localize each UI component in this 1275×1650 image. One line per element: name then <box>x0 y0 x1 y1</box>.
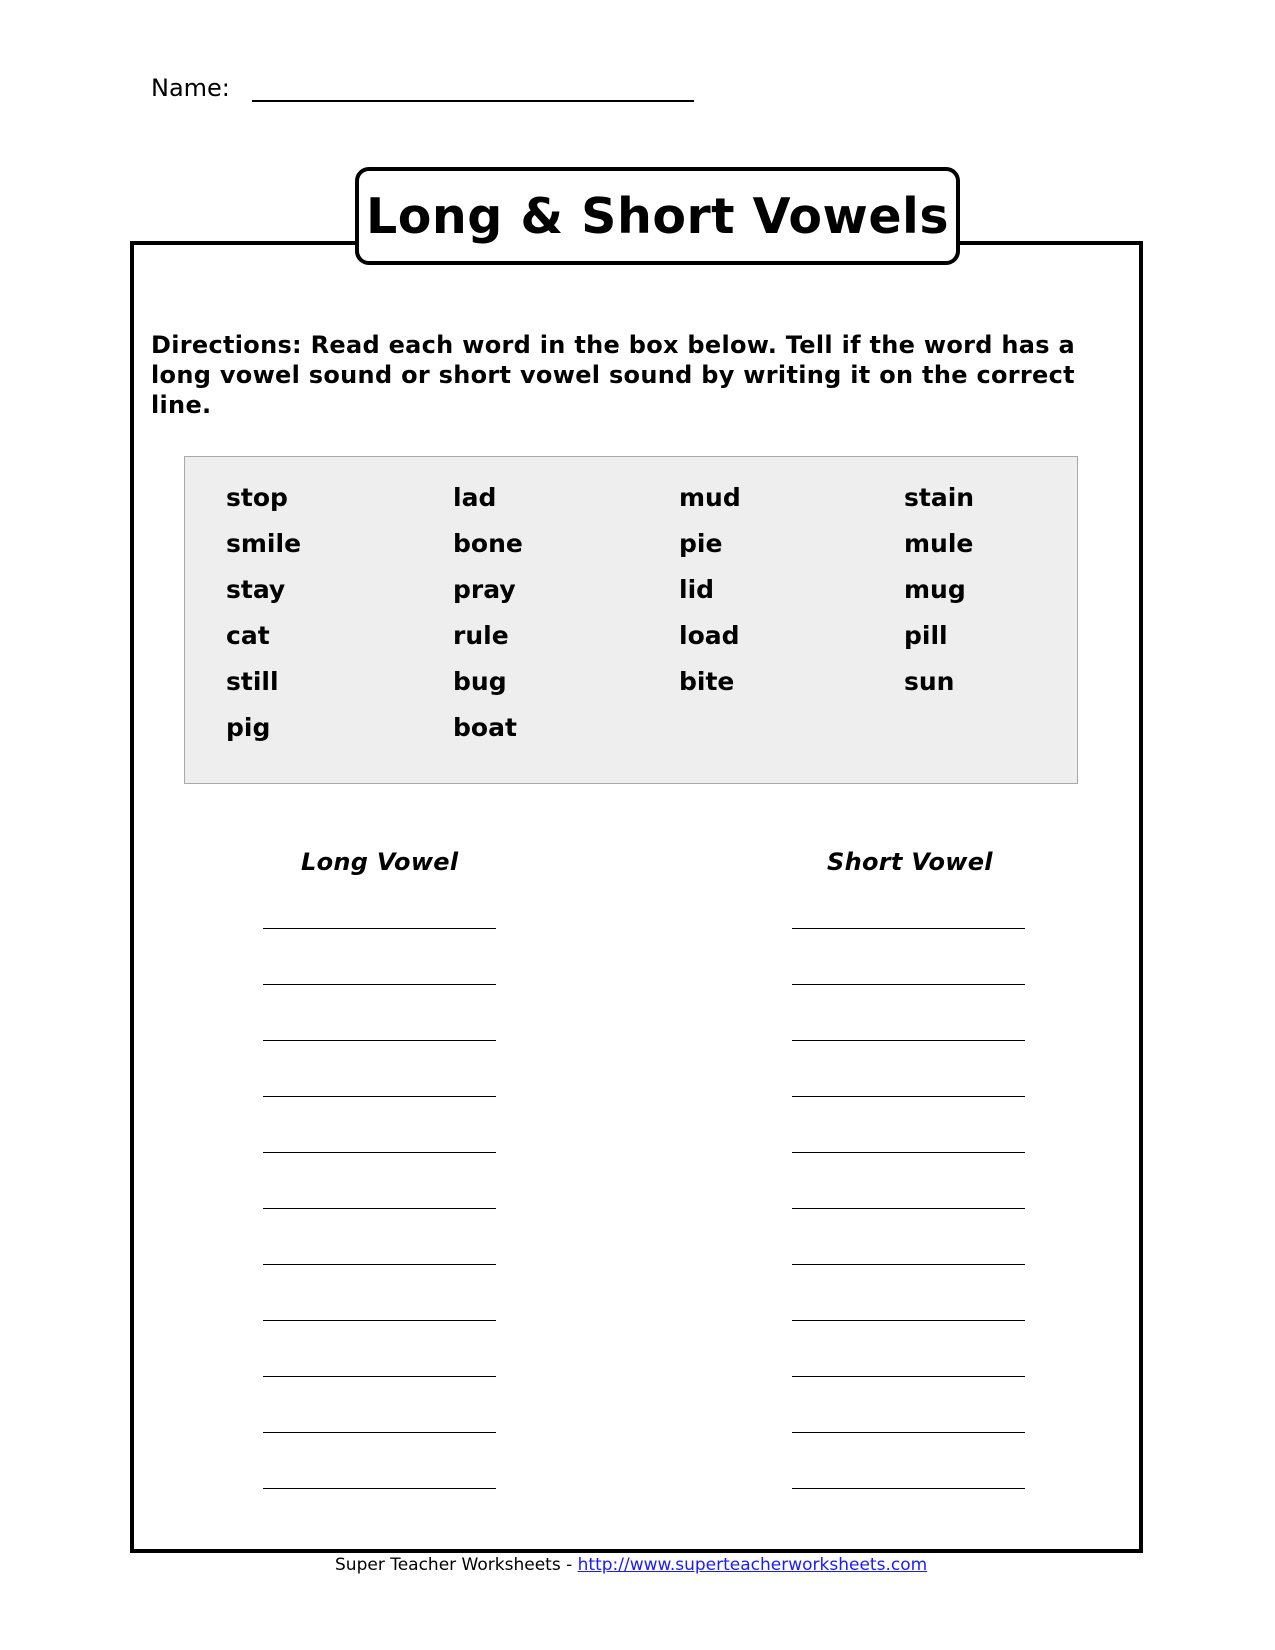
short-vowel-answer-line[interactable] <box>792 1208 1025 1209</box>
short-vowel-answer-lines <box>792 928 1025 1544</box>
short-vowel-answer-line[interactable] <box>792 1320 1025 1321</box>
directions-text: Directions: Read each word in the box below. Tell if the word has a long vowel sound or short vowel sound by writing it on the correct line. <box>151 331 1076 419</box>
long-vowel-answer-line[interactable] <box>263 1376 496 1377</box>
word-bank-word: pill <box>904 621 948 650</box>
word-bank-word: rule <box>453 621 509 650</box>
word-bank-word: mug <box>904 575 966 604</box>
word-bank-word: pray <box>453 575 516 604</box>
word-bank-column-1 <box>226 475 301 751</box>
short-vowel-answer-line[interactable] <box>792 1376 1025 1377</box>
word-bank-word: mule <box>904 529 974 558</box>
word-bank-word: smile <box>226 529 302 558</box>
word-bank-word: pig <box>226 713 271 742</box>
long-vowel-answer-line[interactable] <box>263 1152 496 1153</box>
long-vowel-answer-line[interactable] <box>263 1208 496 1209</box>
long-vowel-answer-line[interactable] <box>263 1096 496 1097</box>
word-bank-word: lad <box>453 483 497 512</box>
word-bank-column-2 <box>453 475 523 751</box>
footer-text: Super Teacher Worksheets - <box>335 1555 578 1575</box>
word-bank-word: pie <box>679 529 723 558</box>
short-vowel-answer-line[interactable] <box>792 1152 1025 1153</box>
footer-link[interactable]: http://www.superteacherworksheets.com <box>577 1555 928 1575</box>
word-bank-word: stay <box>226 575 286 604</box>
short-vowel-answer-line[interactable] <box>792 1040 1025 1041</box>
worksheet-title: Long & Short Vowels <box>355 167 960 265</box>
word-bank-word: load <box>679 621 740 650</box>
short-vowel-answer-line[interactable] <box>792 928 1025 929</box>
long-vowel-heading: Long Vowel <box>301 848 459 876</box>
short-vowel-answer-line[interactable] <box>792 1096 1025 1097</box>
name-label: Name: <box>151 74 230 102</box>
word-bank-word: mud <box>679 483 741 512</box>
short-vowel-answer-line[interactable] <box>792 984 1025 985</box>
long-vowel-answer-line[interactable] <box>263 1320 496 1321</box>
short-vowel-answer-line[interactable] <box>792 1264 1025 1265</box>
word-bank-column-4 <box>904 475 974 705</box>
word-bank-box <box>184 456 1078 784</box>
short-vowel-heading: Short Vowel <box>827 848 993 876</box>
short-vowel-answer-line[interactable] <box>792 1488 1025 1489</box>
word-bank-word: lid <box>679 575 715 604</box>
word-bank-word: stop <box>226 483 288 512</box>
long-vowel-answer-lines <box>263 928 496 1544</box>
word-bank-word: cat <box>226 621 270 650</box>
long-vowel-answer-line[interactable] <box>263 928 496 929</box>
word-bank-word: sun <box>904 667 955 696</box>
word-bank-word: bone <box>453 529 523 558</box>
word-bank-column-3 <box>679 475 741 705</box>
short-vowel-answer-line[interactable] <box>792 1432 1025 1433</box>
word-bank-word: boat <box>453 713 517 742</box>
footer <box>335 1555 927 1575</box>
long-vowel-answer-line[interactable] <box>263 1488 496 1489</box>
long-vowel-answer-line[interactable] <box>263 1264 496 1265</box>
long-vowel-answer-line[interactable] <box>263 1040 496 1041</box>
long-vowel-answer-line[interactable] <box>263 984 496 985</box>
word-bank-word: bug <box>453 667 507 696</box>
word-bank-word: still <box>226 667 279 696</box>
word-bank-word: bite <box>679 667 735 696</box>
name-row <box>151 74 694 102</box>
long-vowel-answer-line[interactable] <box>263 1432 496 1433</box>
name-blank-line[interactable] <box>252 74 694 102</box>
word-bank-word: stain <box>904 483 975 512</box>
